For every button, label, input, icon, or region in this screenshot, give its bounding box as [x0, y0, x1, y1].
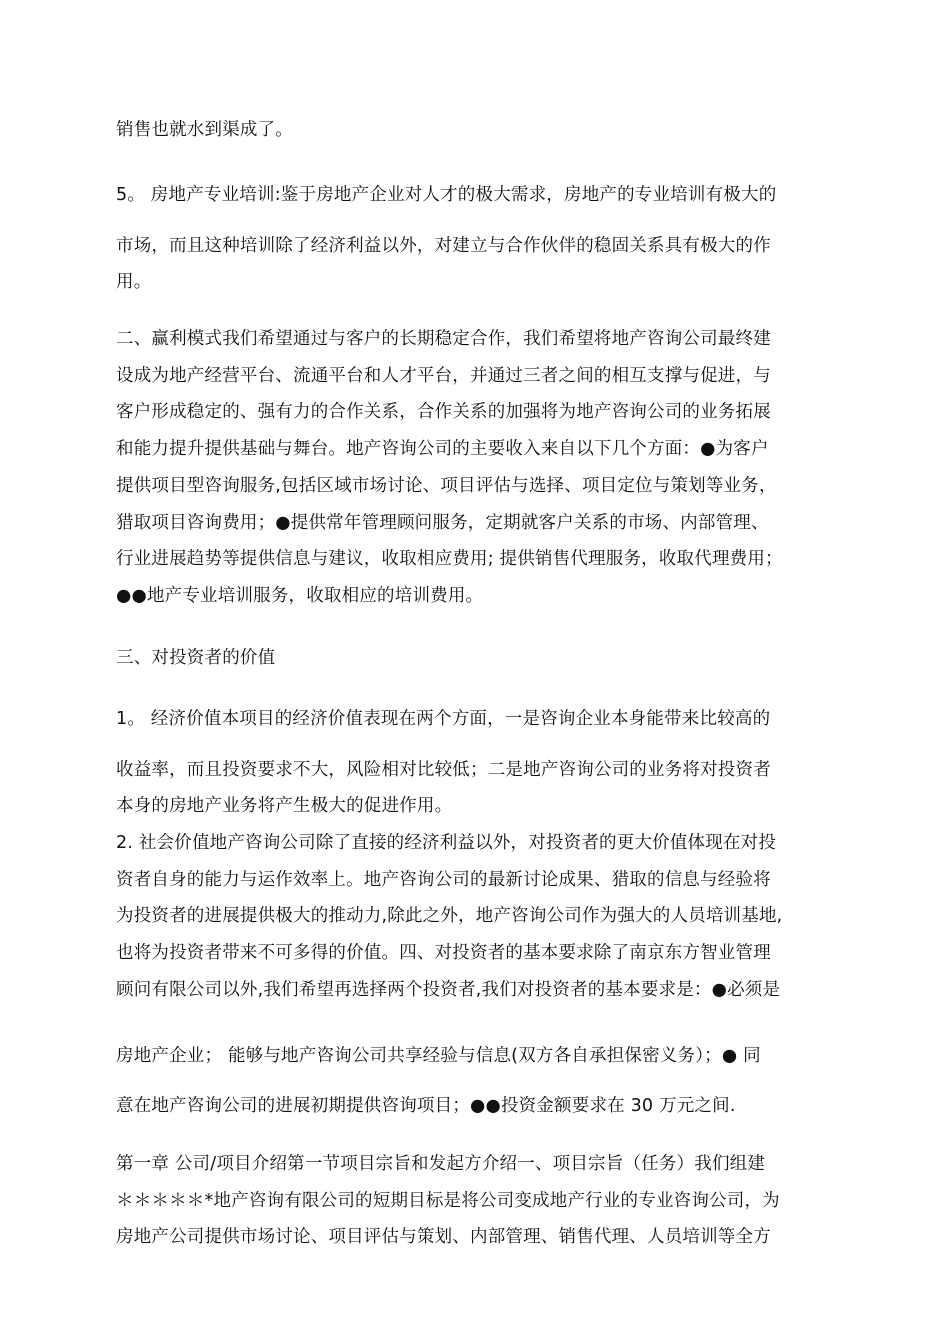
text-line: 市场，而且这种培训除了经济利益以外，对建立与合作伙伴的稳固关系具有极大的作 — [116, 236, 771, 256]
text-line: 行业进展趋势等提供信息与建议，收取相应费用; 提供销售代理服务，收取代理费用； — [116, 549, 783, 569]
text-line: 三、对投资者的价值 — [116, 648, 276, 668]
text-line: 设成为地产经营平台、流通平台和人才平台，并通过三者之间的相互支撑与促进，与 — [116, 366, 771, 386]
text-line: 用。 — [116, 272, 152, 292]
text-line: 销售也就水到渠成了。 — [116, 120, 293, 140]
text-line: 也将为投资者带来不可多得的价值。四、对投资者的基本要求除了南京东方智业管理 — [116, 943, 771, 963]
text-line: 2. 社会价值地产咨询公司除了直接的经济利益以外，对投资者的更大价值体现在对投 — [116, 833, 777, 853]
text-line: 意在地产咨询公司的进展初期提供咨询项目；●●投资金额要求在 30 万元之间. — [116, 1096, 736, 1116]
text-line: 本身的房地产业务将产生极大的促进作用。 — [116, 796, 453, 816]
text-line: 第一章 公司/项目介绍第一节项目宗旨和发起方介绍一、项目宗旨（任务）我们组建 — [116, 1154, 766, 1174]
text-line: 顾问有限公司以外,我们希望再选择两个投资者,我们对投资者的基本要求是：●必须是 — [116, 980, 781, 1000]
text-line: 房地产企业； 能够与地产咨询公司共享经验与信息(双方各自承担保密义务）；● 同 — [116, 1046, 761, 1066]
text-line: 5。 房地产专业培训:鉴于房地产企业对人才的极大需求，房地产的专业培训有极大的 — [116, 185, 777, 205]
text-line: 资者自身的能力与运作效率上。地产咨询公司的最新讨论成果、猎取的信息与经验将 — [116, 870, 771, 890]
text-line: ●●地产专业培训服务，收取相应的培训费用。 — [116, 586, 484, 606]
text-line: 1。 经济价值本项目的经济价值表现在两个方面，一是咨询企业本身能带来比较高的 — [116, 709, 771, 729]
text-line: 二、赢利模式我们希望通过与客户的长期稳定合作，我们希望将地产咨询公司最终建 — [116, 329, 771, 349]
text-line: 提供项目型咨询服务,包括区域市场讨论、项目评估与选择、项目定位与策划等业务， — [116, 476, 777, 496]
text-line: 收益率，而且投资要求不大，风险相对比较低；二是地产咨询公司的业务将对投资者 — [116, 760, 771, 780]
text-line: ＊＊＊＊＊*地产咨询有限公司的短期目标是将公司变成地产行业的专业咨询公司，为 — [116, 1191, 780, 1211]
text-line: 猎取项目咨询费用；●提供常年管理顾问服务，定期就客户关系的市场、内部管理、 — [116, 513, 769, 533]
text-line: 和能力提升提供基础与舞台。地产咨询公司的主要收入来自以下几个方面：●为客户 — [116, 439, 769, 459]
text-line: 客户形成稳定的、强有力的合作关系，合作关系的加强将为地产咨询公司的业务拓展 — [116, 402, 771, 422]
text-line: 为投资者的进展提供极大的推动力,除此之外，地产咨询公司作为强大的人员培训基地, — [116, 906, 783, 926]
text-line: 房地产公司提供市场讨论、项目评估与策划、内部管理、销售代理、人员培训等全方 — [116, 1227, 771, 1247]
